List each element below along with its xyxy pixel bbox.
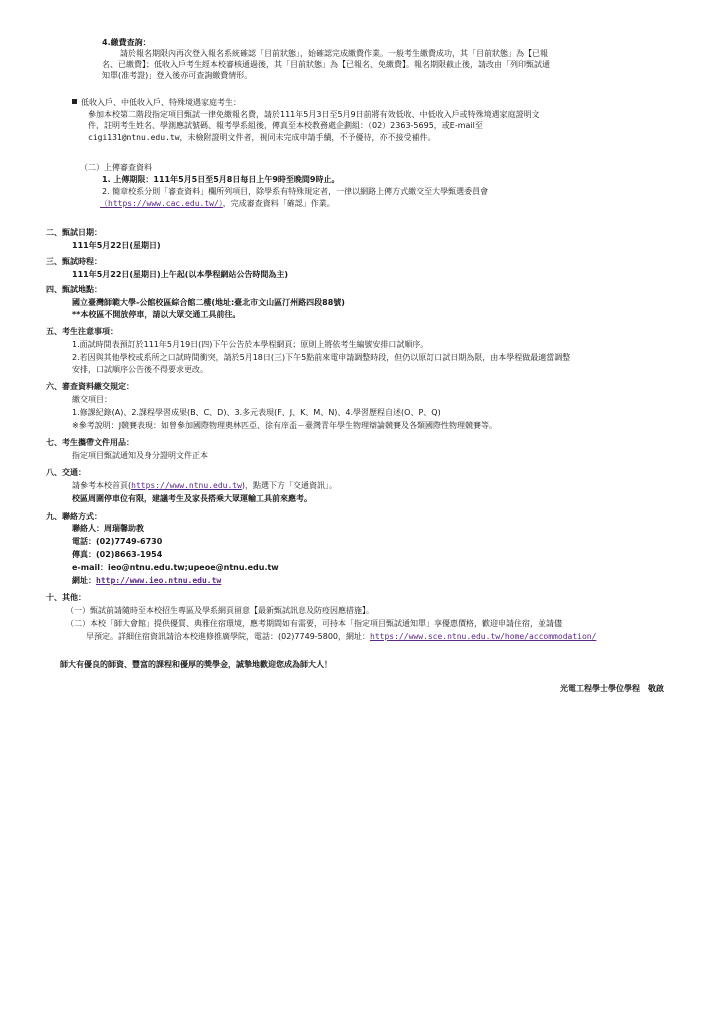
- section-4-address: 國立臺灣師範大學-公館校區綜合館二樓(地址:臺北市文山區汀州路四段88號): [72, 298, 345, 307]
- section-4-title: 四、甄試地點：: [46, 285, 102, 294]
- upload-line-3: [100, 199, 335, 209]
- contact-website-label: 網址：: [72, 576, 96, 585]
- section-5-line-3: 安排，口試順序公告後不得要求更改。: [72, 365, 208, 374]
- payment-query-heading: 4.繳費查詢：: [102, 38, 151, 47]
- low-income-line-1: 參加本校第二階段指定項目甄試一律免繳報名費，請於111年5月3日至5月9日前將有效低收、中低收入戶或特殊境遇家庭證明文: [88, 110, 540, 119]
- cac-link[interactable]: （https://www.cac.edu.tw/）: [100, 199, 223, 208]
- bullet-icon: [72, 99, 77, 104]
- low-income-line-3: cigi131@ntnu.edu.tw，未檢附證明文件者，視同未完成申請手續，不予優待，亦不接受補件。: [88, 133, 436, 142]
- section-5-title: 五、考生注意事項：: [46, 327, 118, 336]
- signature: 光電工程學士學位學程 敬啟: [560, 684, 664, 693]
- section-8-line-1: [72, 481, 337, 491]
- contact-person: 聯絡人：周瑞馨助教: [72, 524, 144, 533]
- contact-fax: 傳真：(02)8663-1954: [72, 550, 163, 559]
- low-income-heading: 低收入戶、中低收入戶、特殊境遇家庭考生：: [81, 98, 241, 107]
- upload-line-1: 1. 上傳期限：111年5月5日至5月8日每日上午9時至晚間9時止。: [102, 175, 340, 184]
- upload-heading: （二）上傳審查資料: [80, 163, 152, 172]
- section-5-line-1: 1.面試時間表預訂於111年5月19日(四)下午公告於本學程網頁；原則上將依考生編號安排口試順序。: [72, 340, 429, 349]
- section-9-title: 九、聯絡方式：: [46, 512, 102, 521]
- section-8-line-2: 校區周圍停車位有限，建議考生及家長搭乘大眾運輸工具前來應考。: [72, 494, 312, 503]
- section-10-line-2: （二）本校「師大會館」提供優質、典雅住宿環境，應考期間如有需要，可持本「指定項目甄試通知單」享優惠價格，歡迎申請住宿，並請儘: [66, 619, 562, 628]
- payment-query-line-3: 知單(准考證)」登入後亦可查詢繳費情形。: [102, 71, 253, 80]
- accommodation-link[interactable]: https://www.sce.ntnu.edu.tw/home/accommodation/: [370, 632, 597, 641]
- section-4-parking-note: **本校區不開放停車，請以大眾交通工具前往。: [72, 310, 241, 319]
- section-10-line-1: （一）甄試前請隨時至本校招生專區及學系網頁留意【最新甄試訊息及防疫因應措施】。: [66, 606, 374, 615]
- section-3-text: 111年5月22日(星期日)上午起(以本學程網站公告時間為主): [72, 270, 289, 279]
- payment-query-line-2: 名、已繳費】；低收入戶考生經本校審核通過後，其「目前狀態」為【已報名、免繳費】。報名期限截止後，請改由「列印甄試通: [102, 60, 550, 69]
- section-7-title: 七、考生攜帶文件用品：: [46, 438, 134, 447]
- section-10-title: 十、其他：: [46, 593, 86, 602]
- contact-phone: 電話：(02)7749-6730: [72, 537, 163, 546]
- section-6-title: 六、審查資料繳交規定：: [46, 382, 134, 391]
- section-8-title: 八、交通：: [46, 468, 86, 477]
- section-2-title: 二、甄試日期：: [46, 228, 102, 237]
- ntnu-homepage-link[interactable]: https://www.ntnu.edu.tw: [131, 481, 242, 490]
- section-10-line-3-prefix: 早預定。詳細住宿資訊請洽本校進修推廣學院，電話：(02)7749-5800，網址：: [86, 632, 371, 641]
- section-6-items: 1.修課紀錄(A)、2.課程學習成果(B、C、D)、3.多元表現(F、J、K、M、N)、4.學習歷程自述(O、P、Q): [72, 408, 441, 417]
- section-3-title: 三、甄試時程：: [46, 257, 102, 266]
- low-income-line-2: 件，註明考生姓名、學測應試號碼、報考學系組後，傳真至本校教務處企劃組：（02）2363-5695，或E-mail至: [88, 121, 483, 130]
- section-10-line-3: [86, 632, 596, 642]
- section-8-line-1-suffix: )，點選下方「交通資訊」。: [241, 481, 338, 490]
- upload-line-2: 2. 簡章校系分則「審查資料」欄所列項目，除學系有特殊規定者，一律以網路上傳方式繳交至大學甄選委員會: [102, 187, 489, 196]
- payment-query-line-1: 請於報名期限內再次登入報名系統確認「目前狀態」，始確認完成繳費作業。一般考生繳費成功，其「目前狀態」為【已報: [120, 49, 548, 58]
- closing-statement: 師大有優良的師資、豐富的課程和優厚的獎學金，誠摯地歡迎您成為師大人！: [60, 660, 332, 669]
- section-8-line-1-prefix: 請參考本校首頁(: [72, 481, 132, 490]
- ieo-website-link[interactable]: http://www.ieo.ntnu.edu.tw: [96, 576, 222, 585]
- section-2-text: 111年5月22日(星期日): [72, 241, 161, 250]
- section-5-line-2: 2.若因與其他學校或系所之口試時間衝突，請於5月18日(三)下午5點前來電申請調整時段，但仍以原訂口試日期為限，由本學程做最適當調整: [72, 353, 571, 362]
- section-6-items-label: 繳交項目：: [72, 395, 112, 404]
- section-6-note: ※參考說明：J競賽表現：如曾參加國際物理奧林匹亞、徐有庠盃－臺灣青年學生物理辯論競賽及各類國際性物理競賽等。: [72, 421, 498, 430]
- upload-line-3-rest: ，完成審查資料「確認」作業。: [222, 199, 335, 208]
- section-7-text: 指定項目甄試通知及身分證明文件正本: [72, 451, 208, 460]
- contact-website-row: [72, 576, 221, 586]
- low-income-heading-row: [72, 98, 241, 108]
- contact-email: e-mail：ieo@ntnu.edu.tw;upeoe@ntnu.edu.tw: [72, 563, 279, 572]
